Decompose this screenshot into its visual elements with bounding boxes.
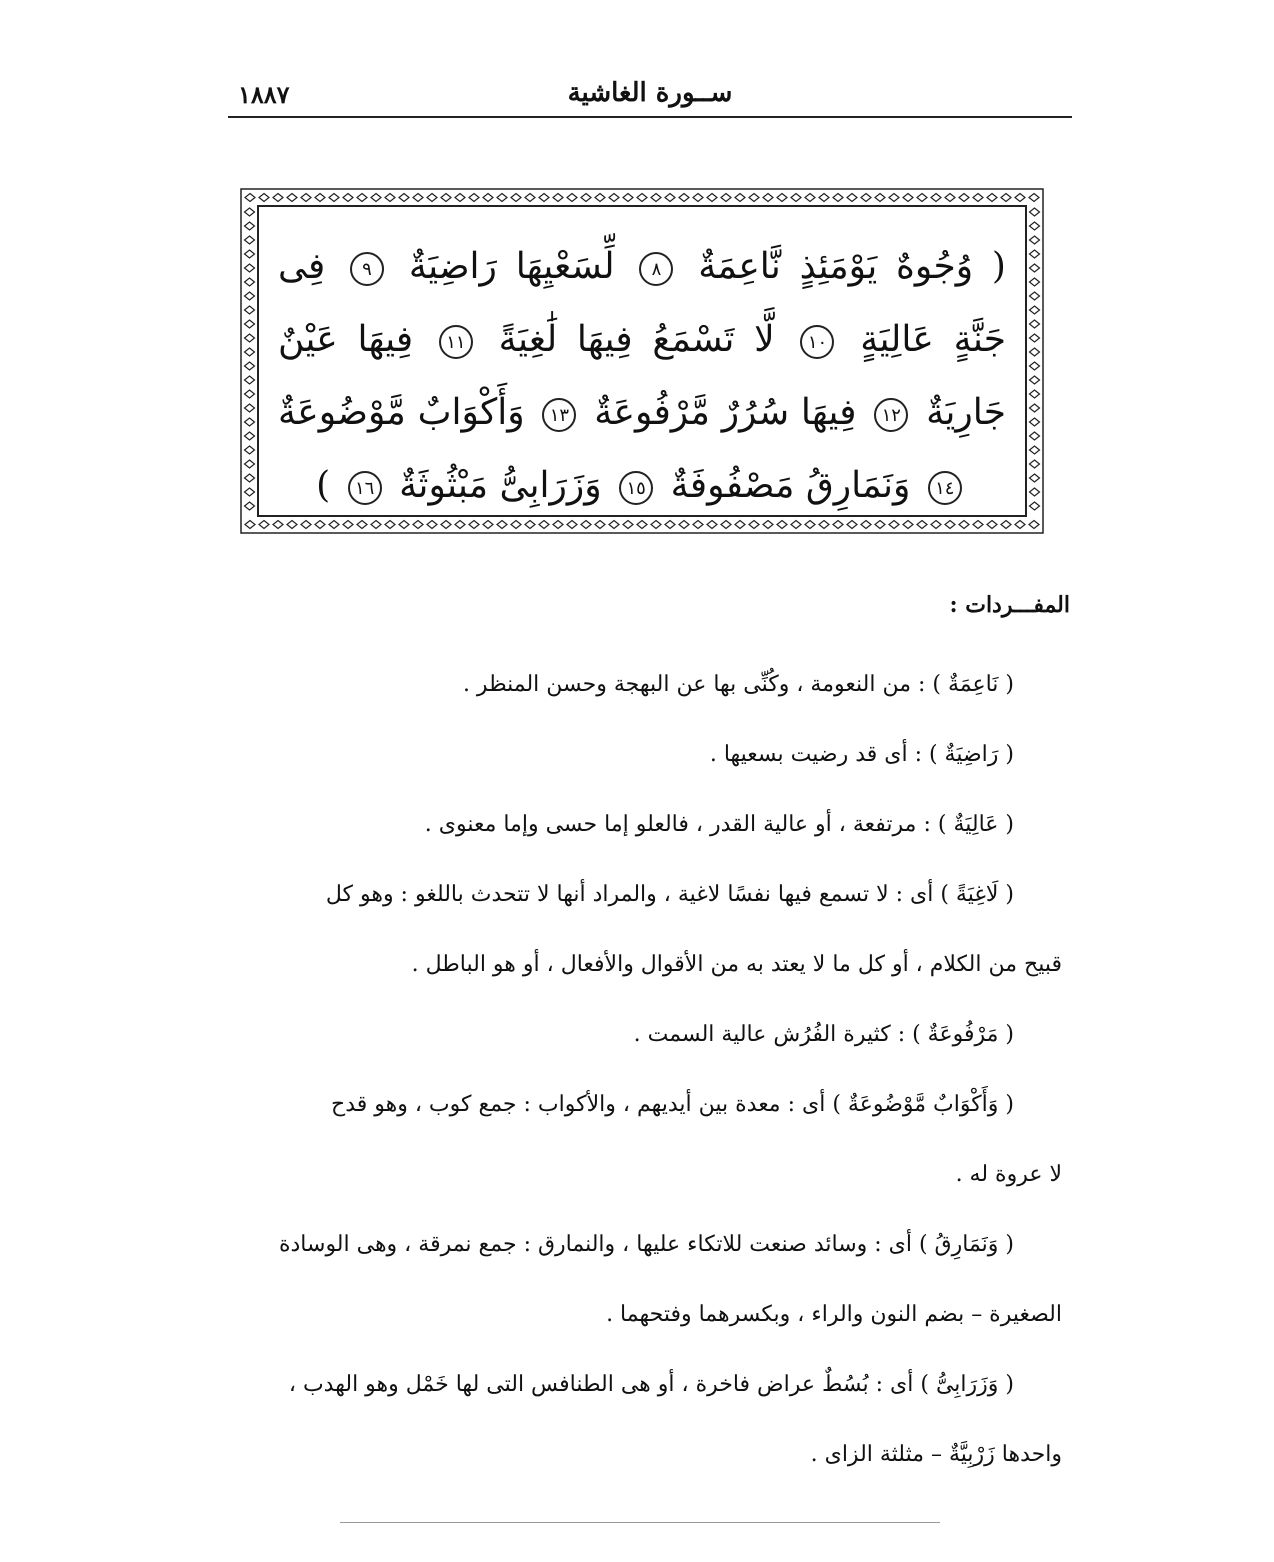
border-diamond xyxy=(245,446,255,454)
border-diamond xyxy=(651,194,661,202)
border-diamond xyxy=(665,194,675,202)
border-diamond xyxy=(693,194,703,202)
border-diamond xyxy=(245,474,255,482)
border-diamond xyxy=(1015,521,1025,529)
border-diamond xyxy=(917,194,927,202)
vocabulary-term: ( رَاضِيَةٌ ) xyxy=(928,742,1014,767)
ayah-number-marker: ١٦ xyxy=(348,471,382,505)
vocabulary-term: ( لَاغِيَةً ) xyxy=(940,882,1014,907)
verse-segment: وَنَمَارِقُ مَصْفُوفَةٌ xyxy=(670,465,911,506)
border-diamond xyxy=(525,194,535,202)
vocabulary-definition: : أى قد رضيت بسعيها . xyxy=(709,742,929,767)
vocabulary-definition: : كثيرة الفُرُش عالية السمت . xyxy=(633,1022,913,1047)
border-diamond xyxy=(399,194,409,202)
border-diamond xyxy=(287,194,297,202)
border-diamond xyxy=(735,194,745,202)
border-diamond xyxy=(1030,376,1040,384)
vocabulary-entry xyxy=(222,860,1062,930)
border-diamond xyxy=(497,194,507,202)
ayah-number-marker: ١١ xyxy=(439,325,473,359)
border-diamond xyxy=(245,292,255,300)
vocabulary-term: ( وَزَرَابِىُّ ) xyxy=(920,1372,1014,1397)
vocabulary-entry xyxy=(222,720,1062,790)
border-diamond xyxy=(1029,521,1039,529)
vocabulary-entry xyxy=(222,650,1062,720)
ayah-number-marker: ١٤ xyxy=(928,471,962,505)
page-header xyxy=(228,70,1072,110)
border-diamond xyxy=(301,194,311,202)
vocabulary-term: ( نَاعِمَةٌ ) xyxy=(932,672,1014,697)
vocabulary-entry-continuation xyxy=(222,1420,1062,1490)
vocabulary-entry-continuation xyxy=(222,1140,1062,1210)
vocabulary-entry-continuation xyxy=(222,930,1062,1000)
border-diamond xyxy=(1015,194,1025,202)
verse-segment: وَأَكْوَابٌ مَّوْضُوعَةٌ xyxy=(278,392,525,433)
border-diamond xyxy=(1030,432,1040,440)
border-diamond xyxy=(819,194,829,202)
border-diamond xyxy=(343,194,353,202)
verse-segment: فِيهَا عَيْنٌ جَارِيَةٌ xyxy=(278,319,1007,433)
border-diamond xyxy=(1001,194,1011,202)
vocabulary-definition: قبيح من الكلام ، أو كل ما لا يعتد به من الأقوال والأفعال ، أو هو الباطل . xyxy=(411,952,1062,977)
border-diamond xyxy=(455,194,465,202)
border-diamond xyxy=(1030,390,1040,398)
verse-segment: فِى جَنَّةٍ عَالِيَةٍ xyxy=(278,246,1007,360)
vocabulary-definition: أى : معدة بين أيديهم ، والأكواب : جمع كوب ، وهو قدح xyxy=(331,1092,833,1117)
border-diamond xyxy=(245,264,255,272)
ayah-number-marker: ١٠ xyxy=(800,325,834,359)
open-paren: ( xyxy=(991,246,1006,287)
vocabulary-heading: المفـــردات : xyxy=(949,592,1070,618)
border-diamond xyxy=(469,194,479,202)
border-diamond xyxy=(833,194,843,202)
border-diamond xyxy=(245,460,255,468)
border-diamond xyxy=(259,521,269,529)
border-diamond xyxy=(1030,418,1040,426)
header-rule xyxy=(228,116,1072,118)
border-diamond xyxy=(245,222,255,230)
ayah-number-marker: ١٥ xyxy=(619,471,653,505)
vocabulary-list xyxy=(222,650,1062,1490)
border-diamond xyxy=(749,194,759,202)
border-diamond xyxy=(763,194,773,202)
border-diamond xyxy=(567,194,577,202)
border-diamond xyxy=(245,194,255,202)
verse-segment: فِيهَا سُرُرٌ مَّرْفُوعَةٌ xyxy=(594,392,857,433)
border-diamond xyxy=(1030,348,1040,356)
border-diamond xyxy=(1030,320,1040,328)
border-diamond xyxy=(805,194,815,202)
border-diamond xyxy=(959,194,969,202)
border-diamond xyxy=(413,194,423,202)
ayah-number-marker: ٩ xyxy=(350,252,384,286)
vocabulary-term: ( وَأَكْوَابٌ مَّوْضُوعَةٌ ) xyxy=(832,1092,1014,1117)
border-diamond xyxy=(777,194,787,202)
vocabulary-definition: واحدها زَرْبِيَّةٌ – مثلثة الزاى . xyxy=(810,1442,1062,1467)
border-diamond xyxy=(1030,404,1040,412)
vocabulary-entry-continuation xyxy=(222,1280,1062,1350)
border-diamond xyxy=(889,194,899,202)
verse-segment: وُجُوهٌ يَوْمَئِذٍ نَّاعِمَةٌ xyxy=(698,246,974,287)
border-diamond xyxy=(245,376,255,384)
border-diamond xyxy=(1030,278,1040,286)
border-diamond xyxy=(1030,502,1040,510)
border-diamond xyxy=(1030,292,1040,300)
verse-segment: وَزَرَابِىُّ مَبْثُوثَةٌ xyxy=(399,465,602,506)
border-diamond xyxy=(245,502,255,510)
border-diamond xyxy=(903,194,913,202)
border-diamond xyxy=(245,488,255,496)
border-diamond xyxy=(427,194,437,202)
border-diamond xyxy=(861,194,871,202)
page-number: ١٨٨٧ xyxy=(238,80,290,109)
vocabulary-entry xyxy=(222,1000,1062,1070)
border-diamond xyxy=(847,194,857,202)
vocabulary-definition: : من النعومة ، وكُنِّى بها عن البهجة وحسن المنظر . xyxy=(462,672,933,697)
vocabulary-term: ( عَالِيَةٌ ) xyxy=(937,812,1014,837)
border-diamond xyxy=(1030,362,1040,370)
vocabulary-definition: أى : بُسُطٌ عراض فاخرة ، أو هى الطنافس التى لها خَمْل وهو الهدب ، xyxy=(288,1372,921,1397)
border-diamond xyxy=(329,194,339,202)
border-diamond xyxy=(539,194,549,202)
bottom-rule xyxy=(340,1522,940,1523)
border-diamond xyxy=(1030,460,1040,468)
border-diamond xyxy=(245,432,255,440)
surah-title: ســورة الغاشية xyxy=(567,78,733,108)
border-diamond xyxy=(581,194,591,202)
border-diamond xyxy=(245,348,255,356)
border-diamond xyxy=(609,194,619,202)
vocabulary-entry xyxy=(222,790,1062,860)
border-diamond xyxy=(1030,306,1040,314)
vocabulary-entry xyxy=(222,1210,1062,1280)
border-diamond xyxy=(721,194,731,202)
border-diamond xyxy=(637,194,647,202)
vocabulary-definition: : مرتفعة ، أو عالية القدر ، فالعلو إما حسى وإما معنوى . xyxy=(424,812,938,837)
vocabulary-definition: الصغيرة – بضم النون والراء ، وبكسرهما وفتحهما . xyxy=(606,1302,1062,1327)
border-diamond xyxy=(315,194,325,202)
border-diamond xyxy=(245,521,255,529)
vocabulary-definition: أى : لا تسمع فيها نفسًا لاغية ، والمراد أنها لا تتحدث باللغو : وهو كل xyxy=(325,882,941,907)
border-diamond xyxy=(945,194,955,202)
ayah-number-marker: ١٣ xyxy=(542,398,576,432)
border-diamond xyxy=(623,194,633,202)
vocabulary-term: ( وَنَمَارِقُ ) xyxy=(918,1232,1014,1257)
vocabulary-term: ( مَرْفُوعَةٌ ) xyxy=(912,1022,1014,1047)
border-diamond xyxy=(1029,194,1039,202)
border-diamond xyxy=(371,194,381,202)
border-diamond xyxy=(1030,222,1040,230)
border-diamond xyxy=(357,194,367,202)
border-diamond xyxy=(483,194,493,202)
verse-frame xyxy=(238,186,1046,536)
border-diamond xyxy=(875,194,885,202)
border-diamond xyxy=(245,334,255,342)
border-diamond xyxy=(245,362,255,370)
border-diamond xyxy=(245,404,255,412)
border-diamond xyxy=(1030,474,1040,482)
border-diamond xyxy=(245,320,255,328)
vocabulary-definition: أى : وسائد صنعت للاتكاء عليها ، والنمارق : جمع نمرقة ، وهى الوسادة xyxy=(278,1232,919,1257)
border-diamond xyxy=(385,194,395,202)
border-diamond xyxy=(553,194,563,202)
close-paren: ) xyxy=(316,465,331,506)
border-diamond xyxy=(931,194,941,202)
ayah-number-marker: ٨ xyxy=(639,252,673,286)
border-diamond xyxy=(245,236,255,244)
verse-text xyxy=(278,230,1006,522)
border-diamond xyxy=(1030,446,1040,454)
vocabulary-entry xyxy=(222,1350,1062,1420)
border-diamond xyxy=(1030,236,1040,244)
border-diamond xyxy=(791,194,801,202)
border-diamond xyxy=(259,194,269,202)
border-diamond xyxy=(245,250,255,258)
border-diamond xyxy=(1030,208,1040,216)
border-diamond xyxy=(245,306,255,314)
border-diamond xyxy=(707,194,717,202)
border-diamond xyxy=(973,194,983,202)
border-diamond xyxy=(441,194,451,202)
verse-segment: لِّسَعْيِهَا رَاضِيَةٌ xyxy=(408,246,615,287)
border-diamond xyxy=(245,418,255,426)
border-diamond xyxy=(987,194,997,202)
border-diamond xyxy=(245,278,255,286)
border-diamond xyxy=(245,390,255,398)
border-diamond xyxy=(595,194,605,202)
border-diamond xyxy=(1030,488,1040,496)
border-diamond xyxy=(511,194,521,202)
ayah-number-marker: ١٢ xyxy=(874,398,908,432)
border-diamond xyxy=(679,194,689,202)
border-diamond xyxy=(273,194,283,202)
border-diamond xyxy=(1030,264,1040,272)
border-diamond xyxy=(245,208,255,216)
verse-segment: لَّا تَسْمَعُ فِيهَا لَٰغِيَةً xyxy=(498,319,775,360)
vocabulary-entry xyxy=(222,1070,1062,1140)
vocabulary-definition: لا عروة له . xyxy=(955,1162,1062,1187)
border-diamond xyxy=(1030,334,1040,342)
border-diamond xyxy=(1030,250,1040,258)
